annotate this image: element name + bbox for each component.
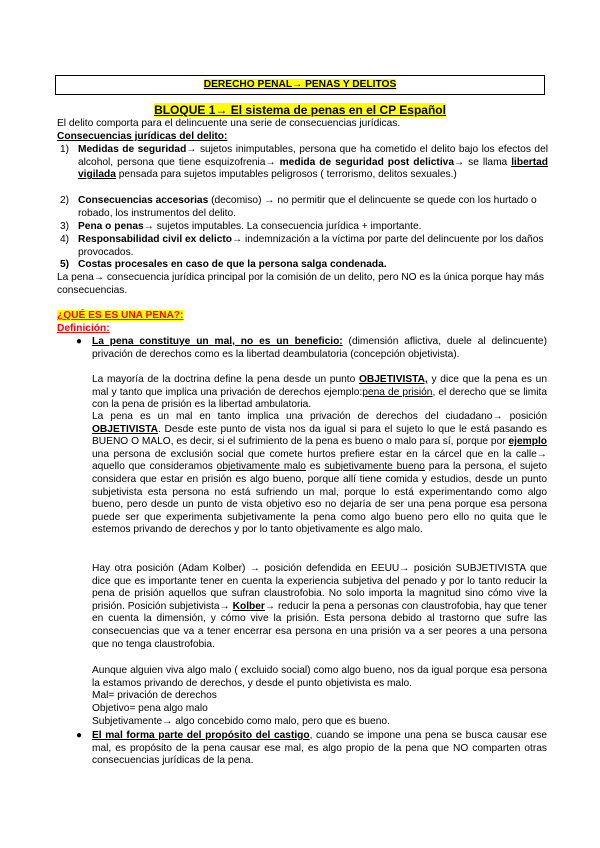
paragraph-example <box>92 411 547 537</box>
text-run-underline: subjetivamente bueno <box>324 461 425 473</box>
consequences-closing: La pena→ consecuencia jurídica principal por la comisión de un delito, pero NO es la única porque hay más consecuencias. <box>57 272 545 296</box>
bullet-text: , cuando se impone una pena se busca causar ese mal, es propósito de la pena causar ese mal, es algo propio de la pena que NO comparten otras consecuencias jurídicas de la pena. <box>92 730 547 767</box>
bullet-item-1 <box>76 336 547 361</box>
list-item-text: → sujetos imputables. La consecuencia jurídica + importante. <box>143 221 422 232</box>
list-item-2 <box>60 195 548 220</box>
text-run: es <box>305 461 325 473</box>
text-run-bold: Kolber <box>232 600 265 612</box>
text-run: La pena es un mal en tanto implica una privación de derechos del ciudadano→ posición <box>92 411 547 422</box>
definition-label: Definición: <box>57 323 110 334</box>
list-item-text: → indemnización a la víctima por parte del delincuente por los daños provocados. <box>78 234 544 258</box>
text-run: . Desde este punto de vista nos da igual si para el sujeto lo que le está pasando es BUENO O MALO, es decir, si el sufrimiento de la pena es bueno o malo para sí, porque por <box>92 423 547 448</box>
line-subjetivamente: Subjetivamente→ algo concebido como malo, pero que es bueno. <box>92 716 390 727</box>
document-title: DERECHO PENAL→ PENAS Y DELITOS <box>203 79 397 90</box>
paragraph-excluded: Aunque alguien viva algo malo ( excluido social) como algo bueno, nos da igual porque esa persona la estamos privando de derechos, y desde el punto objetivista es malo. <box>92 665 547 689</box>
list-item-text: (decomiso) → no permitir que el delincuente se quede con los hurtado o robado, los instrumentos del delito. <box>78 195 537 219</box>
list-item-4 <box>60 234 548 259</box>
text-run-underline: objetivamente malo <box>216 461 306 473</box>
list-item-bold: Consecuencias accesorias <box>78 195 209 206</box>
text-run-underline: pena de prisión <box>362 386 433 398</box>
list-item-bold: Costas procesales en caso de que la persona salga condenada. <box>78 259 387 270</box>
list-number: 5) <box>60 259 70 270</box>
block-title-text: BLOQUE 1→ El sistema de penas en el CP Español <box>154 103 446 117</box>
text-run: y dice que la pena es un mal y tanto que implica una privación de derechos ejemplo: <box>92 374 548 398</box>
text-run: → reducir la pena a personas con claustrofobia, hay que tener en cuenta la dimensión, y cómo vive la prisión. Esta persona debido al trastorno que sufre las consecuencias que va a tener encerrar esa persona en una prisión va a ser peores a una persona que no tenga claustrofobia. <box>92 600 547 650</box>
text-run-bold: OBJETIVISTA <box>92 423 159 435</box>
list-item-1 <box>60 144 548 182</box>
line-mal: Mal= privación de derechos <box>92 690 217 701</box>
list-item-text: → sujetos inimputables, persona que ha cometido el delito bajo los efectos del alcohol, persona que tiene esquizofrenia→ <box>78 144 548 168</box>
list-item-bold-2: medida de seguridad post delictiva <box>279 156 454 168</box>
bullet-item-2 <box>76 730 547 768</box>
paragraph-objetivista <box>92 374 547 412</box>
list-number: 2) <box>60 195 70 206</box>
bullet-text: (dimensión aflictiva, duele al delincuente) privación de derechos como es la libertad deambulatoria (concepción objetivista). <box>92 336 547 360</box>
bullet-dot: ● <box>76 336 83 347</box>
text-run: para la persona, el sujeto considera que estar en prisión es algo bueno, porque allí tiene comida y estudios, desde un punto subjetivista esta persona no está sufriendo un mal, porque lo está experimentando como algo bueno, pero desde un punto de vista objetivo eso no dejaría de ser una pena porque esa persona puede ser que experimenta subjetivamente la pena como algo bueno pero ello no quita que le estemos privando de derechos y por lo tanto objetivamente es algo malo. <box>92 461 548 536</box>
paragraph-kolber <box>92 563 547 651</box>
intro-paragraph: El delito comporta para el delincuente una serie de consecuencias jurídicas. <box>57 118 401 129</box>
bullet-bold: La pena constituye un mal, no es un beneficio: <box>92 336 343 347</box>
consequences-heading: Consecuencias jurídicas del delito: <box>57 131 228 142</box>
list-item-bold: Medidas de seguridad <box>78 144 187 155</box>
bullet-dot: ● <box>76 730 83 741</box>
list-number: 1) <box>60 144 70 155</box>
list-item-bold: Pena o penas <box>78 221 144 232</box>
list-item-3 <box>60 221 548 234</box>
text-run: Hay otra posición (Adam Kolber) → posición defendida en EEUU→ posición SUBJETIVISTA que dice que es importante tener en cuenta la experiencia subjetiva del penado y por lo tanto reducir la pena de prisión aquellos que sufran claustrofobia. No solo importa la magnitud sino cómo vive la prisión. Posición subjetivista→ <box>92 563 547 612</box>
text-run: La mayoría de la doctrina define la pena desde un punto <box>92 374 359 385</box>
document-title-box <box>55 75 545 95</box>
text-run: , el derecho que se limita con la pena de prisión es la libertad ambulatoria. <box>92 386 548 411</box>
list-number: 3) <box>60 221 70 232</box>
list-item-text-2: → se llama <box>454 156 512 168</box>
bullet-bold: El mal forma parte del propósito del castigo <box>92 730 310 741</box>
section-question-text: ¿QUÉ ES ES UNA PENA?: <box>57 310 184 321</box>
section-question <box>57 310 183 323</box>
list-number: 4) <box>60 234 70 245</box>
list-item-bold-3: libertad vigilada <box>78 156 548 181</box>
text-run-bold: OBJETIVISTA, <box>358 374 428 385</box>
line-objetivo: Objetivo= pena algo malo <box>92 703 208 714</box>
list-item-text-3: pensada para sujetos imputables peligrosos ( terrorismo, delitos sexuales.) <box>115 169 457 181</box>
text-run: una persona de exclusión social que comete hurtos prefiere estar en la cárcel que en la calle→ aquello que consideramos <box>92 448 547 473</box>
list-item-bold: Responsabilidad civil ex delicto <box>78 234 232 245</box>
text-run-bold: ejemplo <box>508 436 547 448</box>
list-item-5 <box>60 259 548 272</box>
block-title <box>0 104 600 119</box>
